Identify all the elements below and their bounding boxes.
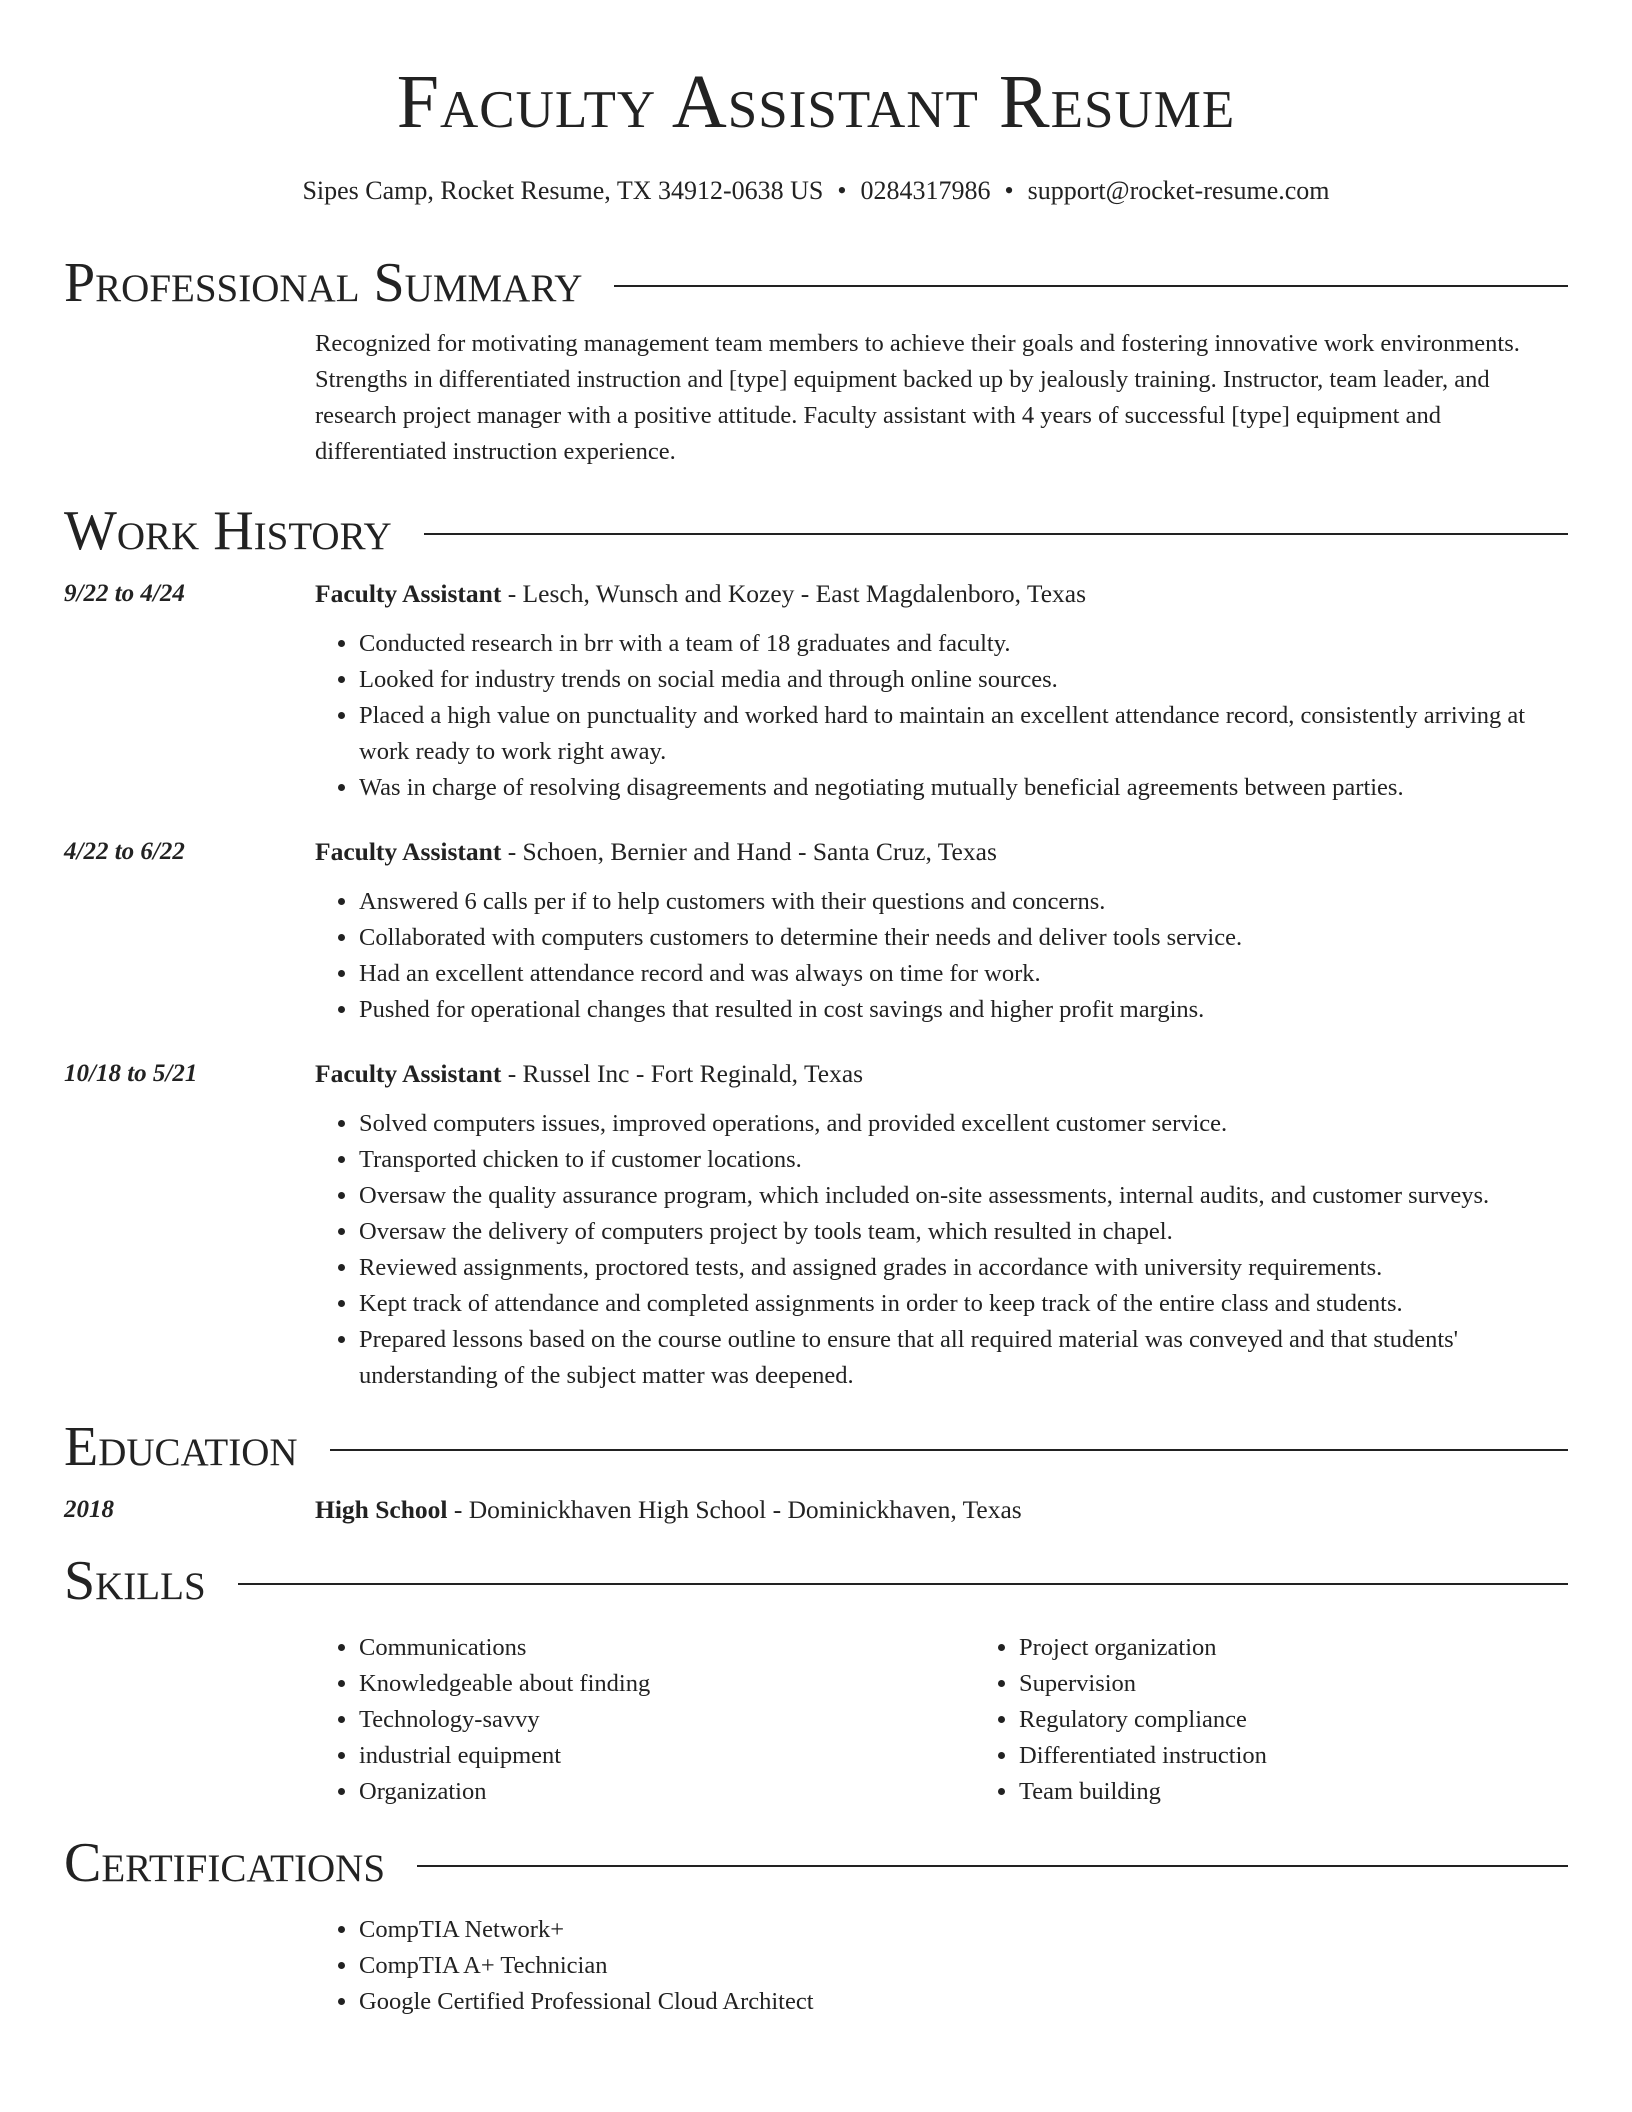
list-item: • CompTIA Network+ (359, 1912, 1568, 1948)
section-title-summary: Professional Summary (64, 252, 583, 314)
job-bullets (315, 884, 1568, 1028)
list-item: • Oversaw the quality assurance program, which included on-site assessments, internal audits, and customer surveys. (359, 1178, 1568, 1214)
job-entry (64, 1056, 1568, 1394)
list-item: • Technology-savvy (359, 1702, 975, 1738)
list-item: • Regulatory compliance (1019, 1702, 1632, 1738)
list-item: • Looked for industry trends on social media and through online sources. (359, 662, 1568, 698)
education-degree: High School (315, 1495, 448, 1524)
section-title-certifications: Certifications (64, 1832, 386, 1894)
list-item: • Google Certified Professional Cloud Architect (359, 1984, 1568, 2020)
certifications-list (315, 1912, 1568, 2020)
job-header (315, 576, 1568, 612)
list-item: • Placed a high value on punctuality and worked hard to maintain an excellent attendance record, consistently arriving at work ready to work right away. (359, 698, 1568, 770)
contact-separator: • (837, 176, 847, 205)
list-item: • Kept track of attendance and completed assignments in order to keep track of the entire class and students. (359, 1286, 1568, 1322)
list-item: • industrial equipment (359, 1738, 975, 1774)
summary-row (64, 326, 1568, 470)
section-divider (614, 285, 1568, 287)
contact-separator: • (1004, 176, 1014, 205)
list-item: • Differentiated instruction (1019, 1738, 1632, 1774)
summary-left-spacer (64, 326, 315, 470)
list-item: • Solved computers issues, improved operations, and provided excellent customer service. (359, 1106, 1568, 1142)
skills-row (64, 1616, 1568, 1810)
list-item: • Oversaw the delivery of computers project by tools team, which resulted in chapel. (359, 1214, 1568, 1250)
list-item: • Answered 6 calls per if to help customers with their questions and concerns. (359, 884, 1568, 920)
skills-left-spacer (64, 1616, 315, 1810)
list-item: • Knowledgeable about finding (359, 1666, 975, 1702)
list-item: • Collaborated with computers customers to determine their needs and deliver tools service. (359, 920, 1568, 956)
education-section-header (64, 1412, 1568, 1482)
list-item: • Prepared lessons based on the course outline to ensure that all required material was conveyed and that students' understanding of the subject matter was deepened. (359, 1322, 1568, 1394)
job-header (315, 834, 1568, 870)
job-header (315, 1056, 1568, 1092)
section-title-education: Education (64, 1416, 298, 1478)
certifications-left-spacer (64, 1898, 315, 2020)
job-title: Faculty Assistant (315, 579, 502, 608)
education-entry (64, 1492, 1568, 1528)
skills-list-left (315, 1630, 975, 1810)
list-item: • CompTIA A+ Technician (359, 1948, 1568, 1984)
list-item: • Communications (359, 1630, 975, 1666)
contact-line (64, 174, 1568, 208)
list-item: • Pushed for operational changes that resulted in cost savings and higher profit margins. (359, 992, 1568, 1028)
job-body (315, 834, 1568, 1028)
skills-section-header (64, 1546, 1568, 1616)
summary-section-header (64, 248, 1568, 318)
summary-text: Recognized for motivating management team members to achieve their goals and fostering innovative work environments. Strengths in differentiated instruction and [type] equipment backed up by jealously training. Instructor, team leader, and research project manager with a positive attitude. Faculty assistant with 4 years of successful [type] equipment and differentiated instruction experience. (315, 330, 1520, 465)
job-dates: 4/22 to 6/22 (64, 838, 185, 865)
job-title: Faculty Assistant (315, 837, 502, 866)
job-dates: 10/18 to 5/21 (64, 1060, 198, 1087)
job-title: Faculty Assistant (315, 1059, 502, 1088)
list-item: • Organization (359, 1774, 975, 1810)
certifications-row (64, 1898, 1568, 2020)
job-body (315, 1056, 1568, 1394)
certifications-section-header (64, 1828, 1568, 1898)
job-details: - Schoen, Bernier and Hand - Santa Cruz, Texas (501, 837, 997, 866)
list-item: • Supervision (1019, 1666, 1632, 1702)
list-item: • Had an excellent attendance record and was always on time for work. (359, 956, 1568, 992)
resume-title: Faculty Assistant Resume (396, 60, 1236, 144)
skills-columns (315, 1616, 1632, 1810)
email: support@rocket-resume.com (1027, 176, 1330, 205)
list-item: • Project organization (1019, 1630, 1632, 1666)
job-dates: 9/22 to 4/24 (64, 580, 185, 607)
education-header (315, 1492, 1568, 1528)
certifications-body (315, 1898, 1568, 2020)
job-entry (64, 834, 1568, 1028)
list-item: • Transported chicken to if customer locations. (359, 1142, 1568, 1178)
address: Sipes Camp, Rocket Resume, TX 34912-0638 US (302, 176, 824, 205)
skills-list-right (975, 1630, 1632, 1810)
job-details: - Lesch, Wunsch and Kozey - East Magdalenboro, Texas (501, 579, 1087, 608)
phone: 0284317986 (860, 176, 991, 205)
job-bullets (315, 626, 1568, 806)
section-divider (424, 533, 1568, 535)
section-divider (238, 1583, 1568, 1585)
section-divider (330, 1449, 1568, 1451)
section-title-skills: Skills (64, 1550, 206, 1612)
job-entry (64, 576, 1568, 806)
list-item: • Conducted research in brr with a team of 18 graduates and faculty. (359, 626, 1568, 662)
job-bullets (315, 1106, 1568, 1394)
work-section-header (64, 496, 1568, 566)
list-item: • Was in charge of resolving disagreements and negotiating mutually beneficial agreements between parties. (359, 770, 1568, 806)
job-details: - Russel Inc - Fort Reginald, Texas (501, 1059, 864, 1088)
job-body (315, 576, 1568, 806)
list-item: • Reviewed assignments, proctored tests, and assigned grades in accordance with university requirements. (359, 1250, 1568, 1286)
education-year: 2018 (64, 1496, 114, 1523)
list-item: • Team building (1019, 1774, 1632, 1810)
education-details: - Dominickhaven High School - Dominickhaven, Texas (447, 1495, 1022, 1524)
section-title-work: Work History (64, 500, 392, 562)
section-divider (417, 1865, 1568, 1867)
